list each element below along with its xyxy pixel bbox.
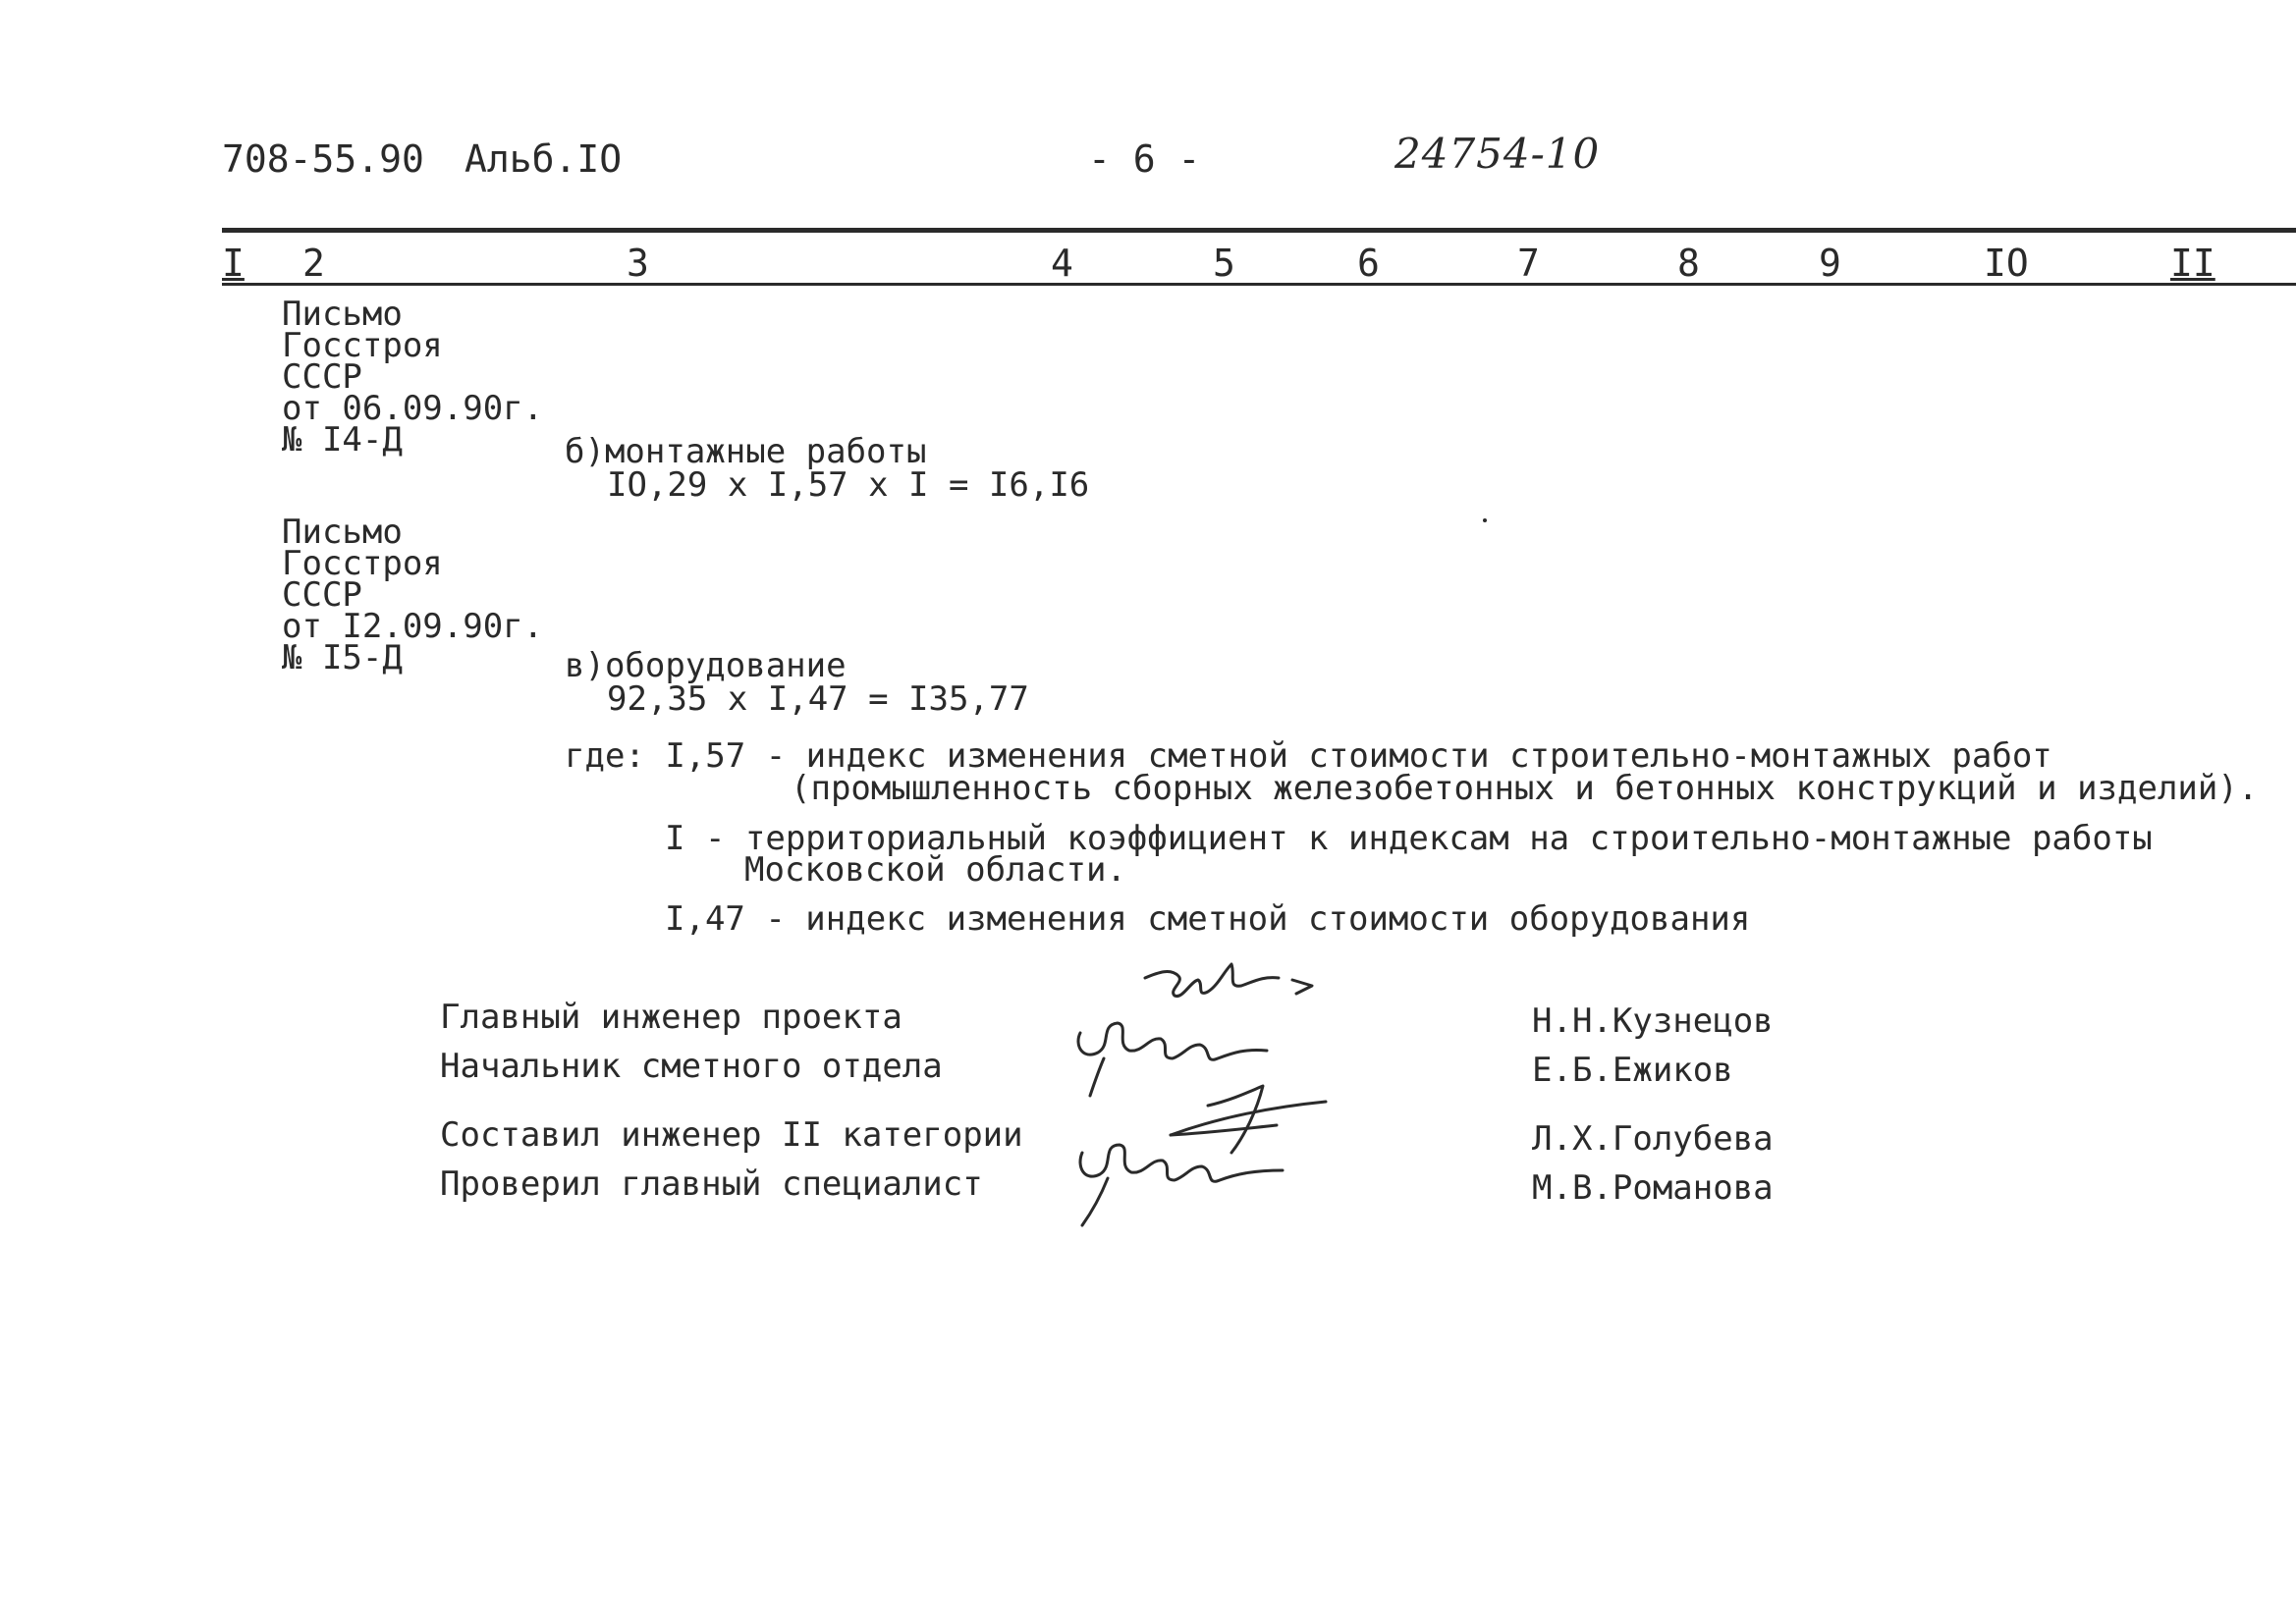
letter-reference-1 bbox=[282, 295, 544, 460]
signature-name: М.В.Романова bbox=[1532, 1168, 1774, 1208]
signature-role: Проверил главный специалист bbox=[440, 1164, 983, 1204]
signature-stroke bbox=[1090, 1058, 1104, 1096]
letter-line: СССР bbox=[282, 575, 362, 615]
signature-name: Е.Б.Ежиков bbox=[1532, 1051, 1733, 1090]
page-number: - 6 - bbox=[1088, 137, 1201, 181]
item-v-title: в)оборудование bbox=[565, 646, 847, 685]
column-number: II bbox=[2170, 242, 2215, 285]
signature-name: Н.Н.Кузнецов bbox=[1532, 1001, 1774, 1041]
note-2-line-1: I - территориальный коэффициент к индексам на строительно-монтажные работы bbox=[665, 819, 2153, 858]
column-number: 9 bbox=[1819, 242, 1841, 285]
column-number: IO bbox=[1984, 242, 2029, 285]
letter-line: Письмо bbox=[282, 295, 403, 334]
signature-role: Составил инженер II категории bbox=[440, 1115, 1023, 1155]
signature-stroke bbox=[1078, 1023, 1267, 1059]
item-v-formula: 92,35 x I,47 = I35,77 bbox=[607, 679, 1029, 719]
item-b-title: б)монтажные работы bbox=[565, 432, 927, 471]
signature-stroke bbox=[1145, 964, 1279, 997]
letter-line: от 06.09.90г. bbox=[282, 389, 544, 428]
column-number: 3 bbox=[627, 242, 649, 285]
letter-reference-2 bbox=[282, 513, 544, 677]
album-number: Альб.IO bbox=[465, 137, 623, 181]
letter-line: СССР bbox=[282, 357, 362, 397]
handwritten-signatures bbox=[1061, 943, 1434, 1257]
letter-line: Письмо bbox=[282, 513, 403, 552]
letter-line: Госстроя bbox=[282, 326, 443, 365]
column-number: 6 bbox=[1357, 242, 1380, 285]
letter-line: Госстроя bbox=[282, 544, 443, 583]
signature-stroke bbox=[1082, 1178, 1108, 1225]
document-code: 708-55.90 bbox=[222, 137, 424, 181]
column-number: 8 bbox=[1677, 242, 1700, 285]
signature-stroke bbox=[1171, 1102, 1326, 1135]
letter-line: от I2.09.90г. bbox=[282, 607, 544, 646]
letter-line: № I4-Д bbox=[282, 420, 403, 460]
note-3-line-1: I,47 - индекс изменения сметной стоимости оборудования bbox=[665, 899, 1751, 939]
table-top-rule bbox=[222, 228, 2296, 233]
note-2-line-2: Московской области. bbox=[744, 850, 1126, 890]
signature-role: Главный инженер проекта bbox=[440, 998, 902, 1037]
signature-stroke bbox=[1292, 980, 1312, 994]
letter-line: № I5-Д bbox=[282, 638, 403, 677]
scan-dot bbox=[1483, 518, 1487, 522]
note-1-line-2: (промышленность сборных железобетонных и бетонных конструкций и изделий). bbox=[791, 769, 2259, 808]
signature-name: Л.Х.Голубева bbox=[1532, 1119, 1774, 1159]
signature-role: Начальник сметного отдела bbox=[440, 1047, 943, 1086]
item-b-formula: IO,29 x I,57 x I = I6,I6 bbox=[607, 465, 1090, 505]
signature-stroke bbox=[1080, 1145, 1283, 1181]
note-1-line-1: где: I,57 - индекс изменения сметной стоимости строительно-монтажных работ bbox=[565, 736, 2052, 776]
column-number: 2 bbox=[302, 242, 325, 285]
column-number: I bbox=[222, 242, 245, 285]
column-number: 7 bbox=[1517, 242, 1540, 285]
column-number: 4 bbox=[1051, 242, 1073, 285]
handwritten-number: 24754-10 bbox=[1394, 130, 1601, 178]
column-number: 5 bbox=[1213, 242, 1235, 285]
